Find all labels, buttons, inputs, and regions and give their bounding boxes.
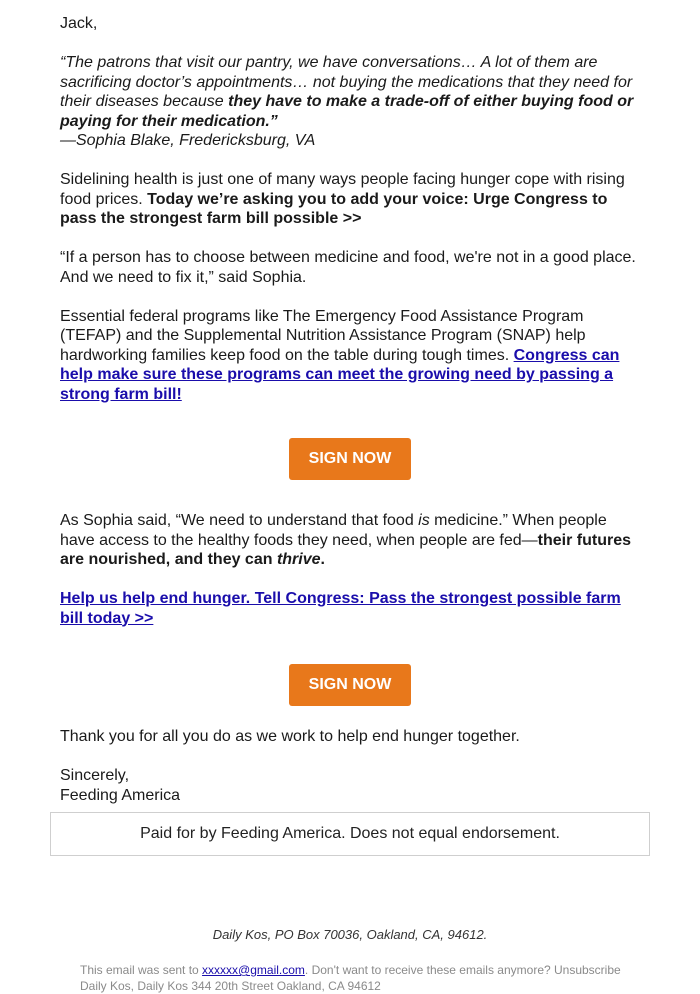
thanks-text: Thank you for all you do as we work to help end hunger together. <box>60 728 520 745</box>
paragraph-4-italic: is <box>418 512 430 529</box>
footer-unsubscribe-text[interactable]: . Don't want to receive these emails anymore? Unsubscribe <box>304 963 621 977</box>
paragraph-4 <box>60 511 640 628</box>
sign-button-wrap-1 <box>0 438 700 480</box>
email-footer <box>80 962 660 994</box>
quote-text: “The patrons that visit our pantry, we have conversations… A lot of them are sacrificing doctor’s appointments… not buying the medications that they need for their diseases because <box>60 54 633 110</box>
closing-text: Sincerely, <box>60 767 130 784</box>
mailing-address: Daily Kos, PO Box 70036, Oakland, CA, 94612. <box>212 927 488 942</box>
paragraph-4-text-1: As Sophia said, “We need to understand that food <box>60 512 419 529</box>
greeting: Jack, <box>60 15 98 32</box>
paragraph-3 <box>60 307 640 405</box>
paragraph-2: “If a person has to choose between medicine and food, we're not in a good place. And we need to fix it,” said Sophia. <box>60 249 636 286</box>
quote-attribution: —Sophia Blake, Fredericksburg, VA <box>60 132 316 149</box>
recipient-email-link[interactable]: xxxxxx@gmail.com <box>202 963 305 977</box>
paid-for-disclaimer: Paid for by Feeding America. Does not equal endorsement. <box>50 812 650 856</box>
paragraph-1-bold: Today we’re asking you to add your voice: Urge Congress to pass the strongest farm bill possible >> <box>60 190 608 227</box>
paragraph-4-bold-end: . <box>320 551 325 568</box>
paragraph-4-bold: their futures are nourished, and they can <box>60 531 631 568</box>
footer-address: Daily Kos, Daily Kos 344 20th Street Oakland, CA 94612 <box>80 979 381 993</box>
paragraph-3-text: Essential federal programs like The Emergency Food Assistance Program (TEFAP) and the Supplemental Nutrition Assistance Program (SNAP) help hardworking families keep food on the table during tough times. <box>60 307 586 364</box>
sign-button-wrap-2 <box>0 664 700 706</box>
paragraph-1-text: Sidelining health is just one of many ways people facing hunger cope with rising food prices. <box>60 171 625 208</box>
tell-congress-link[interactable]: Help us help end hunger. Tell Congress: Pass the strongest possible farm bill today >> <box>60 590 621 627</box>
signature-text: Feeding America <box>60 786 181 804</box>
footer-sent-prefix: This email was sent to <box>80 963 203 977</box>
congress-link[interactable]: Congress can help make sure these programs can meet the growing need by passing a strong farm bill! <box>60 346 620 403</box>
email-body <box>60 14 640 404</box>
quote-block <box>60 53 640 151</box>
paragraph-4-bold-italic: thrive <box>276 551 321 568</box>
paragraph-1 <box>60 170 640 229</box>
closing-block <box>60 727 640 805</box>
quote-bold: they have to make a trade-off of either buying food or paying for their medication.” <box>60 93 634 130</box>
paragraph-4-text-2: medicine.” When people have access to the healthy foods they need, when people are fed— <box>60 512 607 549</box>
sign-now-button-1[interactable]: SIGN NOW <box>289 438 411 480</box>
sign-now-button-2[interactable]: SIGN NOW <box>289 664 411 706</box>
